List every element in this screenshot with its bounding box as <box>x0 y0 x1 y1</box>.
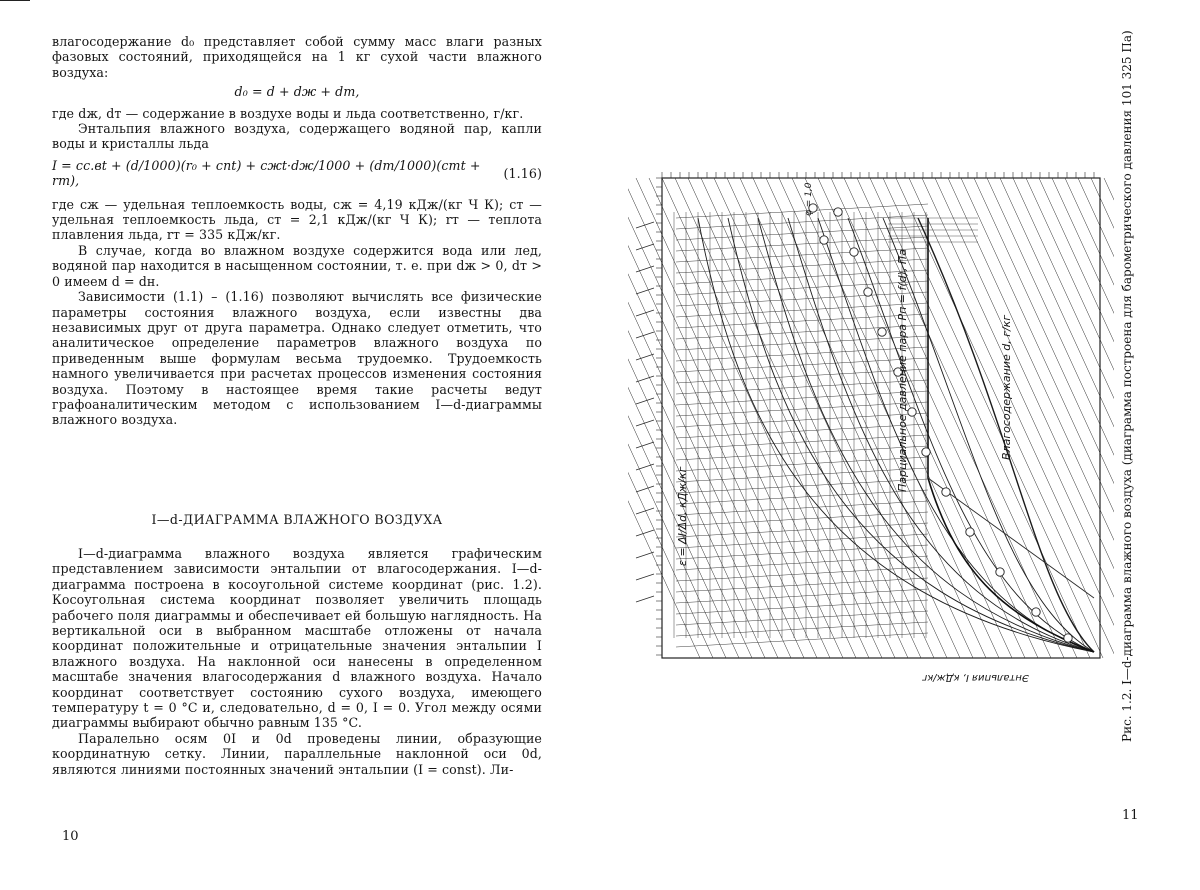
diagram-frame <box>662 178 1100 658</box>
enthalpy-line <box>1039 178 1114 658</box>
section-heading: I—d-ДИАГРАММА ВЛАЖНОГО ВОЗДУХА <box>151 512 443 527</box>
curve-marker <box>1032 608 1040 616</box>
curve-marker <box>996 568 1004 576</box>
enthalpy-line <box>628 178 726 658</box>
enthalpy-axis-label: Энтальпия I, кДж/кг <box>922 672 1029 683</box>
enthalpy-line <box>628 178 739 658</box>
paragraph-diagram-description: I—d-диаграмма влажного воздуха является графическим представлением зависимости энтальпии от влагосодержания. I—d-диаграмма построена в косоугольной системе координат (рис. 1.2). Косоугольная система координат позволяет увеличить площадь рабочего поля диаграммы и обеспечивает ей большую наглядность. На вертикальной оси в выбранном масштабе отложены от начала координат положительные и отрицательные значения энтальпии I влажного воздуха. На наклонной оси нанесены в определенном масштабе значения влагосодержания d влажного воздуха. Начало координат соответствует состоянию сухого воздуха, имеющего температуру t = 0 °C и, следовательно, d = 0, I = 0. Угол между осями диаграммы выбирают обычно равным 135 °C. <box>52 546 542 731</box>
curve-marker <box>850 248 858 256</box>
curve-marker <box>820 236 828 244</box>
curve-marker <box>966 528 974 536</box>
formula-enthalpy <box>52 158 542 189</box>
enthalpy-line <box>628 178 778 658</box>
epsilon-tick <box>636 288 654 294</box>
epsilon-tick <box>636 244 654 250</box>
epsilon-tick <box>636 508 654 514</box>
id-diagram-figure <box>628 142 1114 702</box>
enthalpy-line <box>766 178 986 658</box>
enthalpy-line <box>1065 178 1114 658</box>
moisture-content-label: Влагосодержание d, г/кг <box>1000 314 1013 460</box>
diagram-text-block <box>52 546 542 777</box>
right-page <box>600 0 1200 890</box>
paragraph-heat-capacity: где cж — удельная теплоемкость воды, cж = 4,19 кДж/(кг Ч К); cт — удельная теплоемкость льда, cт = 2,1 кДж/(кг Ч К); rт — теплота плавления льда, rт = 335 кДж/кг. <box>52 196 542 243</box>
epsilon-tick <box>636 486 654 492</box>
curve-marker <box>834 208 842 216</box>
partial-pressure-label: Парциальное давление пара Pп = f(d), Па <box>896 249 909 492</box>
paragraph-saturated: В случае, когда во влажном воздухе содержится вода или лед, водяной пар находится в насыщенном состоянии, т. е. при dж > 0, dт > 0 имеем d = dн. <box>52 242 542 289</box>
enthalpy-line <box>961 178 1114 658</box>
enthalpy-line <box>628 178 700 658</box>
epsilon-label: ε = ΔI/Δd, кДж/кг <box>676 466 689 566</box>
curve-marker <box>864 288 872 296</box>
enthalpy-line <box>628 178 713 658</box>
formula-d0: d₀ = d + dж + dт, <box>234 84 360 100</box>
epsilon-tick <box>636 574 654 580</box>
enthalpy-line <box>883 178 1103 658</box>
curve-marker <box>942 488 950 496</box>
paragraph-dependencies: Зависимости (1.1) – (1.16) позволяют вычислять все физические параметры состояния влажного воздуха, если известны два независимых друг от друга параметра. Однако следует отметить, что аналитическое определение параметров влажного воздуха по приведенным выше формулам весьма трудоемко. Трудоемкость намного увеличивается при расчетах процессов изменения состояния воздуха. Поэтому в настоящее время такие расчеты ведут графоаналитическим методом с использованием I—d-диаграммы влажного воздуха. <box>52 289 542 428</box>
paragraph-water-ice: где dж, dт — содержание в воздухе воды и льда соответственно, г/кг. <box>52 105 524 121</box>
epsilon-tick <box>636 442 654 448</box>
enthalpy-line <box>844 178 1064 658</box>
enthalpy-line <box>1091 178 1114 658</box>
paragraph-enthalpy-intro: Энтальпия влажного воздуха, содержащего водяной пар, капли воды и кристаллы льда <box>52 121 542 152</box>
intro-text-block <box>52 34 542 428</box>
epsilon-tick <box>636 398 654 404</box>
humidity-curve <box>848 218 1094 652</box>
page-number-left: 10 <box>62 829 79 844</box>
humidity-curve <box>728 218 1094 652</box>
curve-marker <box>1064 634 1072 642</box>
enthalpy-line <box>831 178 1051 658</box>
phi-label: φ = 1,0 <box>804 182 814 216</box>
epsilon-tick <box>636 332 654 338</box>
formula-number: (1.16) <box>503 165 542 181</box>
enthalpy-line <box>628 178 804 658</box>
epsilon-tick <box>636 596 654 602</box>
epsilon-tick <box>636 222 654 228</box>
curve-marker <box>878 328 886 336</box>
enthalpy-line <box>1013 178 1114 658</box>
id-diagram-drawing <box>628 142 1114 702</box>
temperature-line <box>676 633 928 647</box>
curve-marker <box>908 408 916 416</box>
paragraph-grid-lines: Паралельно осям 0I и 0d проведены линии, образующие координатную сетку. Линии, параллельные наклонной оси 0d, являются линиями постоянных значений энтальпии (I = const). Ли- <box>52 730 542 777</box>
enthalpy-lines <box>628 178 1114 658</box>
corner-mark <box>0 0 30 1</box>
paragraph-moisture-content: влагосодержание d₀ представляет собой сумму масс влаги разных фазовых состояний, приходящейся на 1 кг сухой части влажного воздуха: <box>52 34 542 80</box>
page-number-right: 11 <box>1122 808 1139 823</box>
epsilon-tick <box>636 530 654 536</box>
epsilon-tick <box>636 552 654 558</box>
figure-caption: Рис. 1.2. I—d-диаграмма влажного воздуха (диаграмма построена для барометрического давления 101 325 Па) <box>1120 30 1134 742</box>
enthalpy-line <box>935 178 1114 658</box>
formula-enthalpy-body: I = cс.вt + (d/1000)(r₀ + cпt) + cжt·dж/1000 + (dт/1000)(cтt + rт), <box>52 157 481 189</box>
epsilon-tick <box>636 354 654 360</box>
curve-marker <box>922 448 930 456</box>
